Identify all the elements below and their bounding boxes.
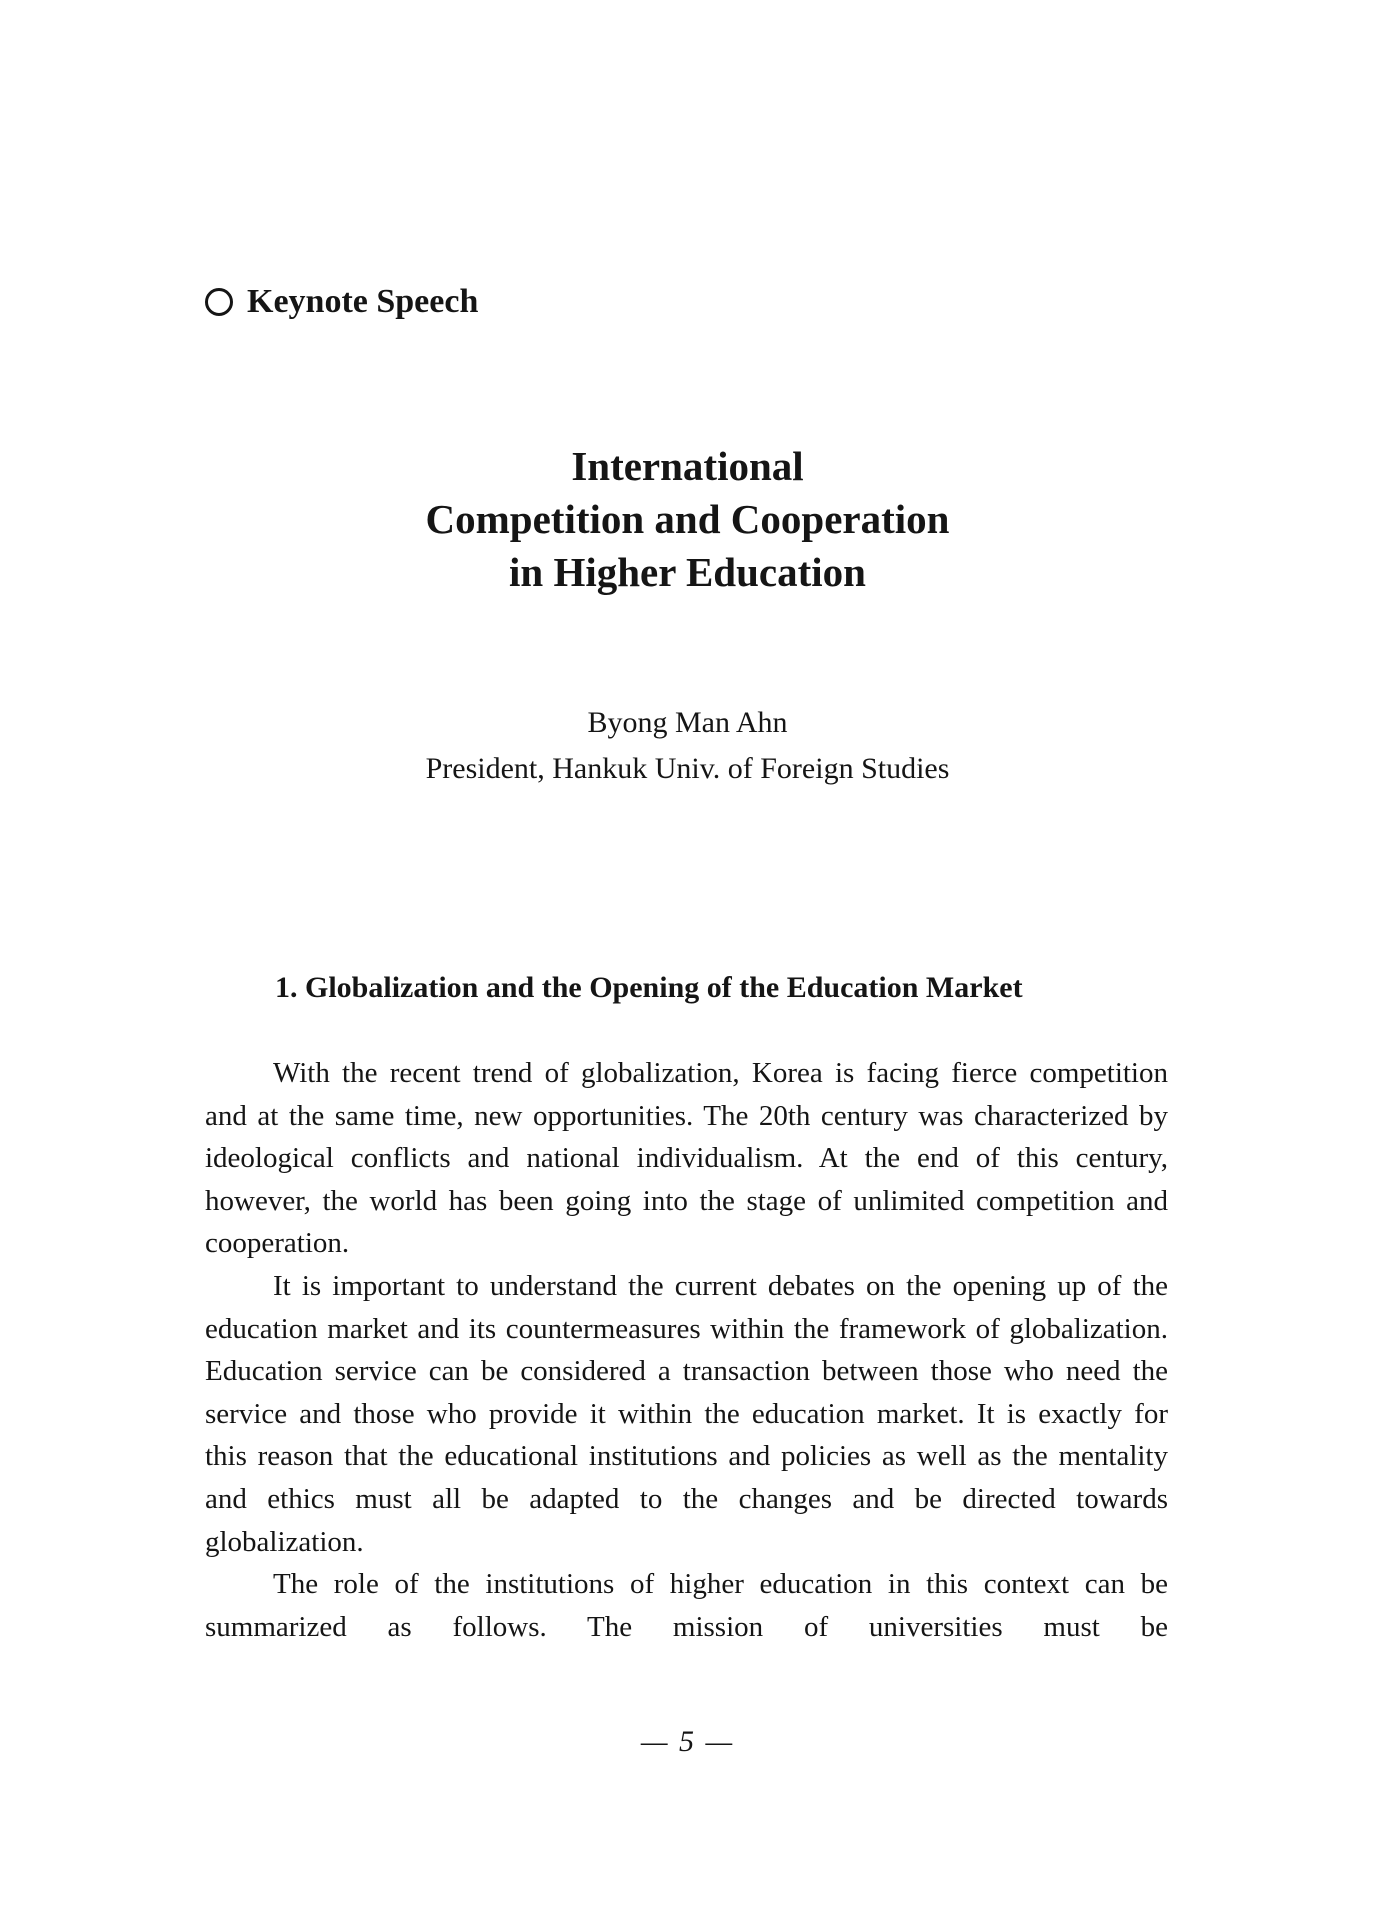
title-line: in Higher Education xyxy=(509,549,866,595)
title-line: Competition and Cooperation xyxy=(425,496,950,542)
paragraph: With the recent trend of globalization, Korea is facing fierce competition and at the same time, new opportunities. The 20th century was characterized by ideological conflicts and national individualism. At the end of this century, however, the world has been going into the stage of unlimited competition and cooperation. xyxy=(205,1057,1168,1260)
author-name: Byong Man Ahn xyxy=(587,706,788,739)
paragraph: The role of the institutions of higher education in this context can be summarized as follows. The mission of universities must be xyxy=(205,1568,1168,1643)
page-number: — 5 — xyxy=(640,1725,735,1758)
author-block xyxy=(0,700,1375,792)
title-line: International xyxy=(571,443,804,489)
author-affiliation: President, Hankuk Univ. of Foreign Studies xyxy=(425,752,950,785)
section-heading: 1. Globalization and the Opening of the Education Market xyxy=(275,971,1023,1004)
keynote-speech-label xyxy=(205,282,478,322)
paragraph: It is important to understand the current debates on the opening up of the education market and its countermeasures within the framework of globalization. Education service can be considered a transaction between those who need the service and those who provide it within the education market. It is exactly for this reason that the educational institutions and policies as well as the mentality and ethics must all be adapted to the changes and be directed towards globalization. xyxy=(205,1269,1168,1558)
section-label-text: Keynote Speech xyxy=(247,283,479,320)
paper-title xyxy=(0,440,1375,599)
circle-outline-icon xyxy=(205,288,233,316)
body-text xyxy=(205,1052,1168,1648)
